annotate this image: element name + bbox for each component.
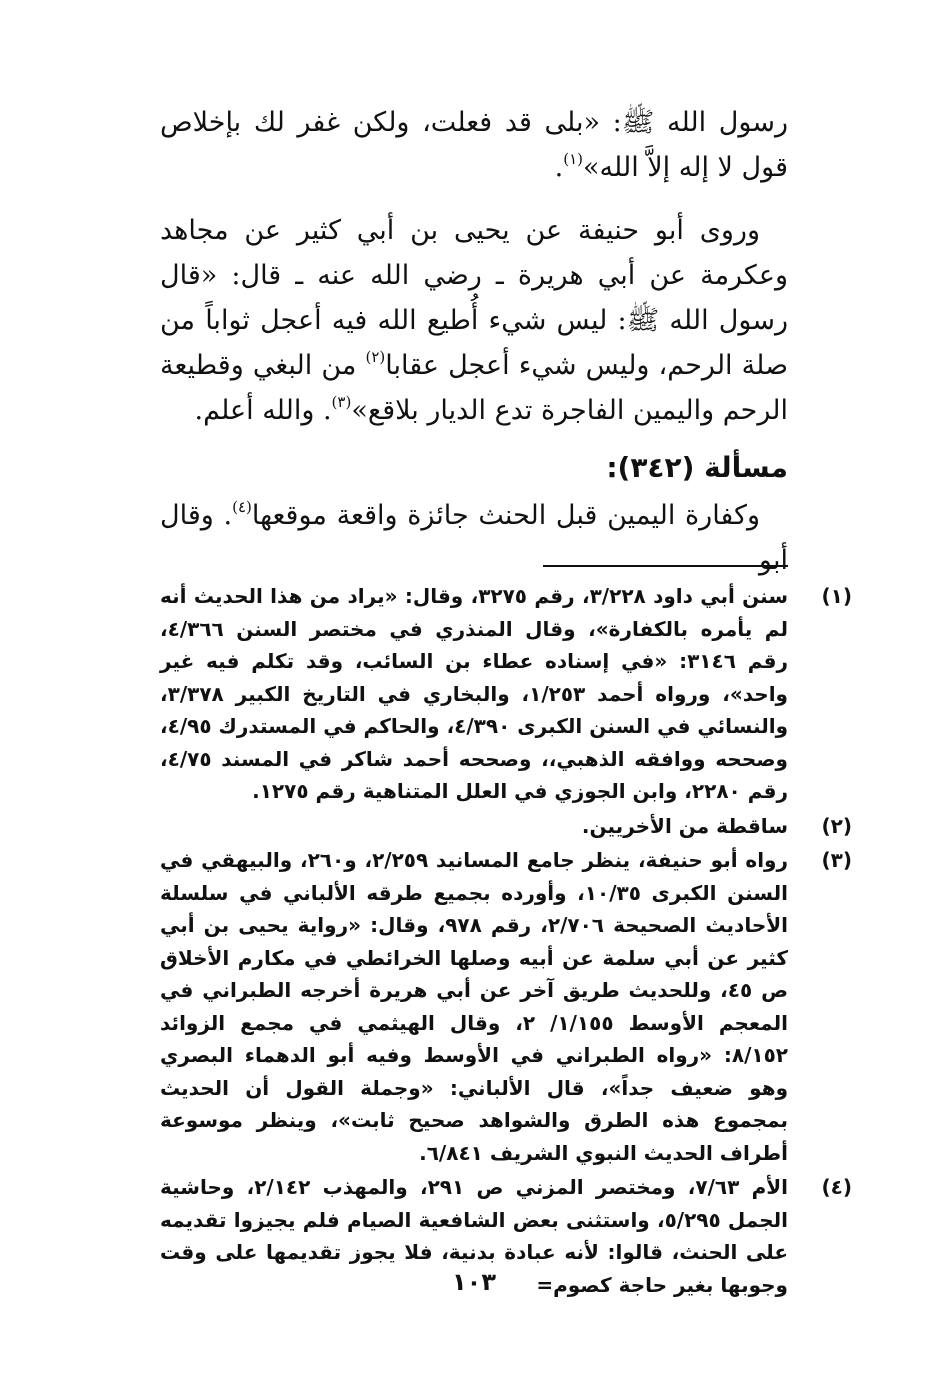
- paragraph-3-end: . وقال أبو: [160, 500, 788, 576]
- paragraph-1: [160, 100, 788, 190]
- footnote-1: [160, 580, 852, 808]
- footnote-text: الأم ٧/٦٣، ومختصر المزني ص ٢٩١، والمهذب ٢/١٤٢، وحاشية الجمل ٥/٢٩٥، واستثنى بعض الشافعية الصيام فلم يجيزوا تقديمه على الحنث، قالوا: لأنه عبادة بدنية، فلا يجوز تقديمها على وقت وجوبها بغير حاجة كصوم=: [160, 1175, 788, 1297]
- paragraph-3-text: وكفارة اليمين قبل الحنث جائزة واقعة موقعها: [251, 500, 760, 531]
- footnotes: [160, 580, 852, 1303]
- page-number: ١٠٣: [452, 1268, 496, 1296]
- footnote-number: (٣): [821, 848, 852, 872]
- paragraph-2-text-cont: من البغي وقطيعة الرحم واليمين الفاجرة تدع الديار بلاقع»: [160, 350, 788, 426]
- paragraph-2-end: . والله أعلم.: [194, 395, 332, 426]
- footnote-separator: [543, 565, 788, 567]
- footnote-3: [160, 844, 852, 1169]
- footnote-2: [160, 810, 852, 843]
- footnote-text: ساقطة من الأخريين.: [581, 813, 788, 838]
- paragraph-3: [160, 493, 788, 583]
- paragraph-2-text: وروى أبو حنيفة عن يحيى بن أبي كثير عن مجاهد وعكرمة عن أبي هريرة ـ رضي الله عنه ـ قال: «قال رسول الله ﷺ: ليس شيء أُطيع الله فيه أعجل ثواباً من صلة الرحم، وليس شيء أعجل عقابا: [160, 215, 788, 381]
- paragraph-1-text: رسول الله ﷺ: «بلى قد فعلت، ولكن غفر لك بإخلاص قول لا إله إلاَّ الله»: [160, 107, 788, 183]
- issue-heading: مسألة (٣٤٢):: [606, 451, 788, 484]
- paragraph-2: [160, 208, 788, 433]
- footnote-text: رواه أبو حنيفة، ينظر جامع المسانيد ٢/٢٥٩، و٢٦٠، والبيهقي في السنن الكبرى ١٠/٣٥، وأورده بجميع طرقه الألباني في سلسلة الأحاديث الصحيحة ٢/٧٠٦، رقم ٩٧٨، وقال: «رواية يحيى بن أبي كثير عن أبي سلمة عن أبيه وصلها الخرائطي في مكارم الأخلاق ص ٤٥، وللحديث طريق آخر عن أبي هريرة أخرجه الطبراني في المعجم الأوسط ١/١٥٥/ ٢، وقال الهيثمي في مجمع الزوائد ٨/١٥٢: «رواه الطبراني في الأوسط وفيه أبو الدهماء البصري وهو ضعيف جداً»، قال الألباني: «وجملة القول أن الحديث بمجموع هذه الطرق والشواهد صحيح ثابت»، وينظر موسوعة أطراف الحديث النبوي الشريف ٦/٨٤١.: [160, 848, 789, 1165]
- footnote-number: (٤): [821, 1175, 852, 1199]
- footnote-text: سنن أبي داود ٣/٢٢٨، رقم ٣٢٧٥، وقال: «يراد من هذا الحديث أنه لم يأمره بالكفارة»، وقال المنذري في مختصر السنن ٤/٣٦٦، رقم ٣١٤٦: «في إسناده عطاء بن السائب، وقد تكلم فيه غير واحد»، ورواه أحمد ١/٢٥٣، والبخاري في التاريخ الكبير ٣/٣٧٨، والنسائي في السنن الكبرى ٤/٣٩٠، والحاكم في المستدرك ٤/٩٥، وصححه ووافقه الذهبي،، وصححه أحمد شاكر في المسند ٤/٧٥، رقم ٢٢٨٠، وابن الجوزي في العلل المتناهية رقم ١٢٧٥.: [160, 584, 788, 803]
- paragraph-1-end: .: [554, 152, 564, 183]
- footnote-ref-4: (٤): [232, 498, 252, 516]
- footnote-ref-3: (٣): [331, 393, 352, 411]
- footnote-number: (١): [821, 584, 852, 608]
- footnote-ref-2: (٢): [365, 348, 386, 366]
- footnote-ref-1: (١): [563, 150, 584, 168]
- footnote-number: (٢): [821, 813, 852, 838]
- main-text: [160, 100, 788, 583]
